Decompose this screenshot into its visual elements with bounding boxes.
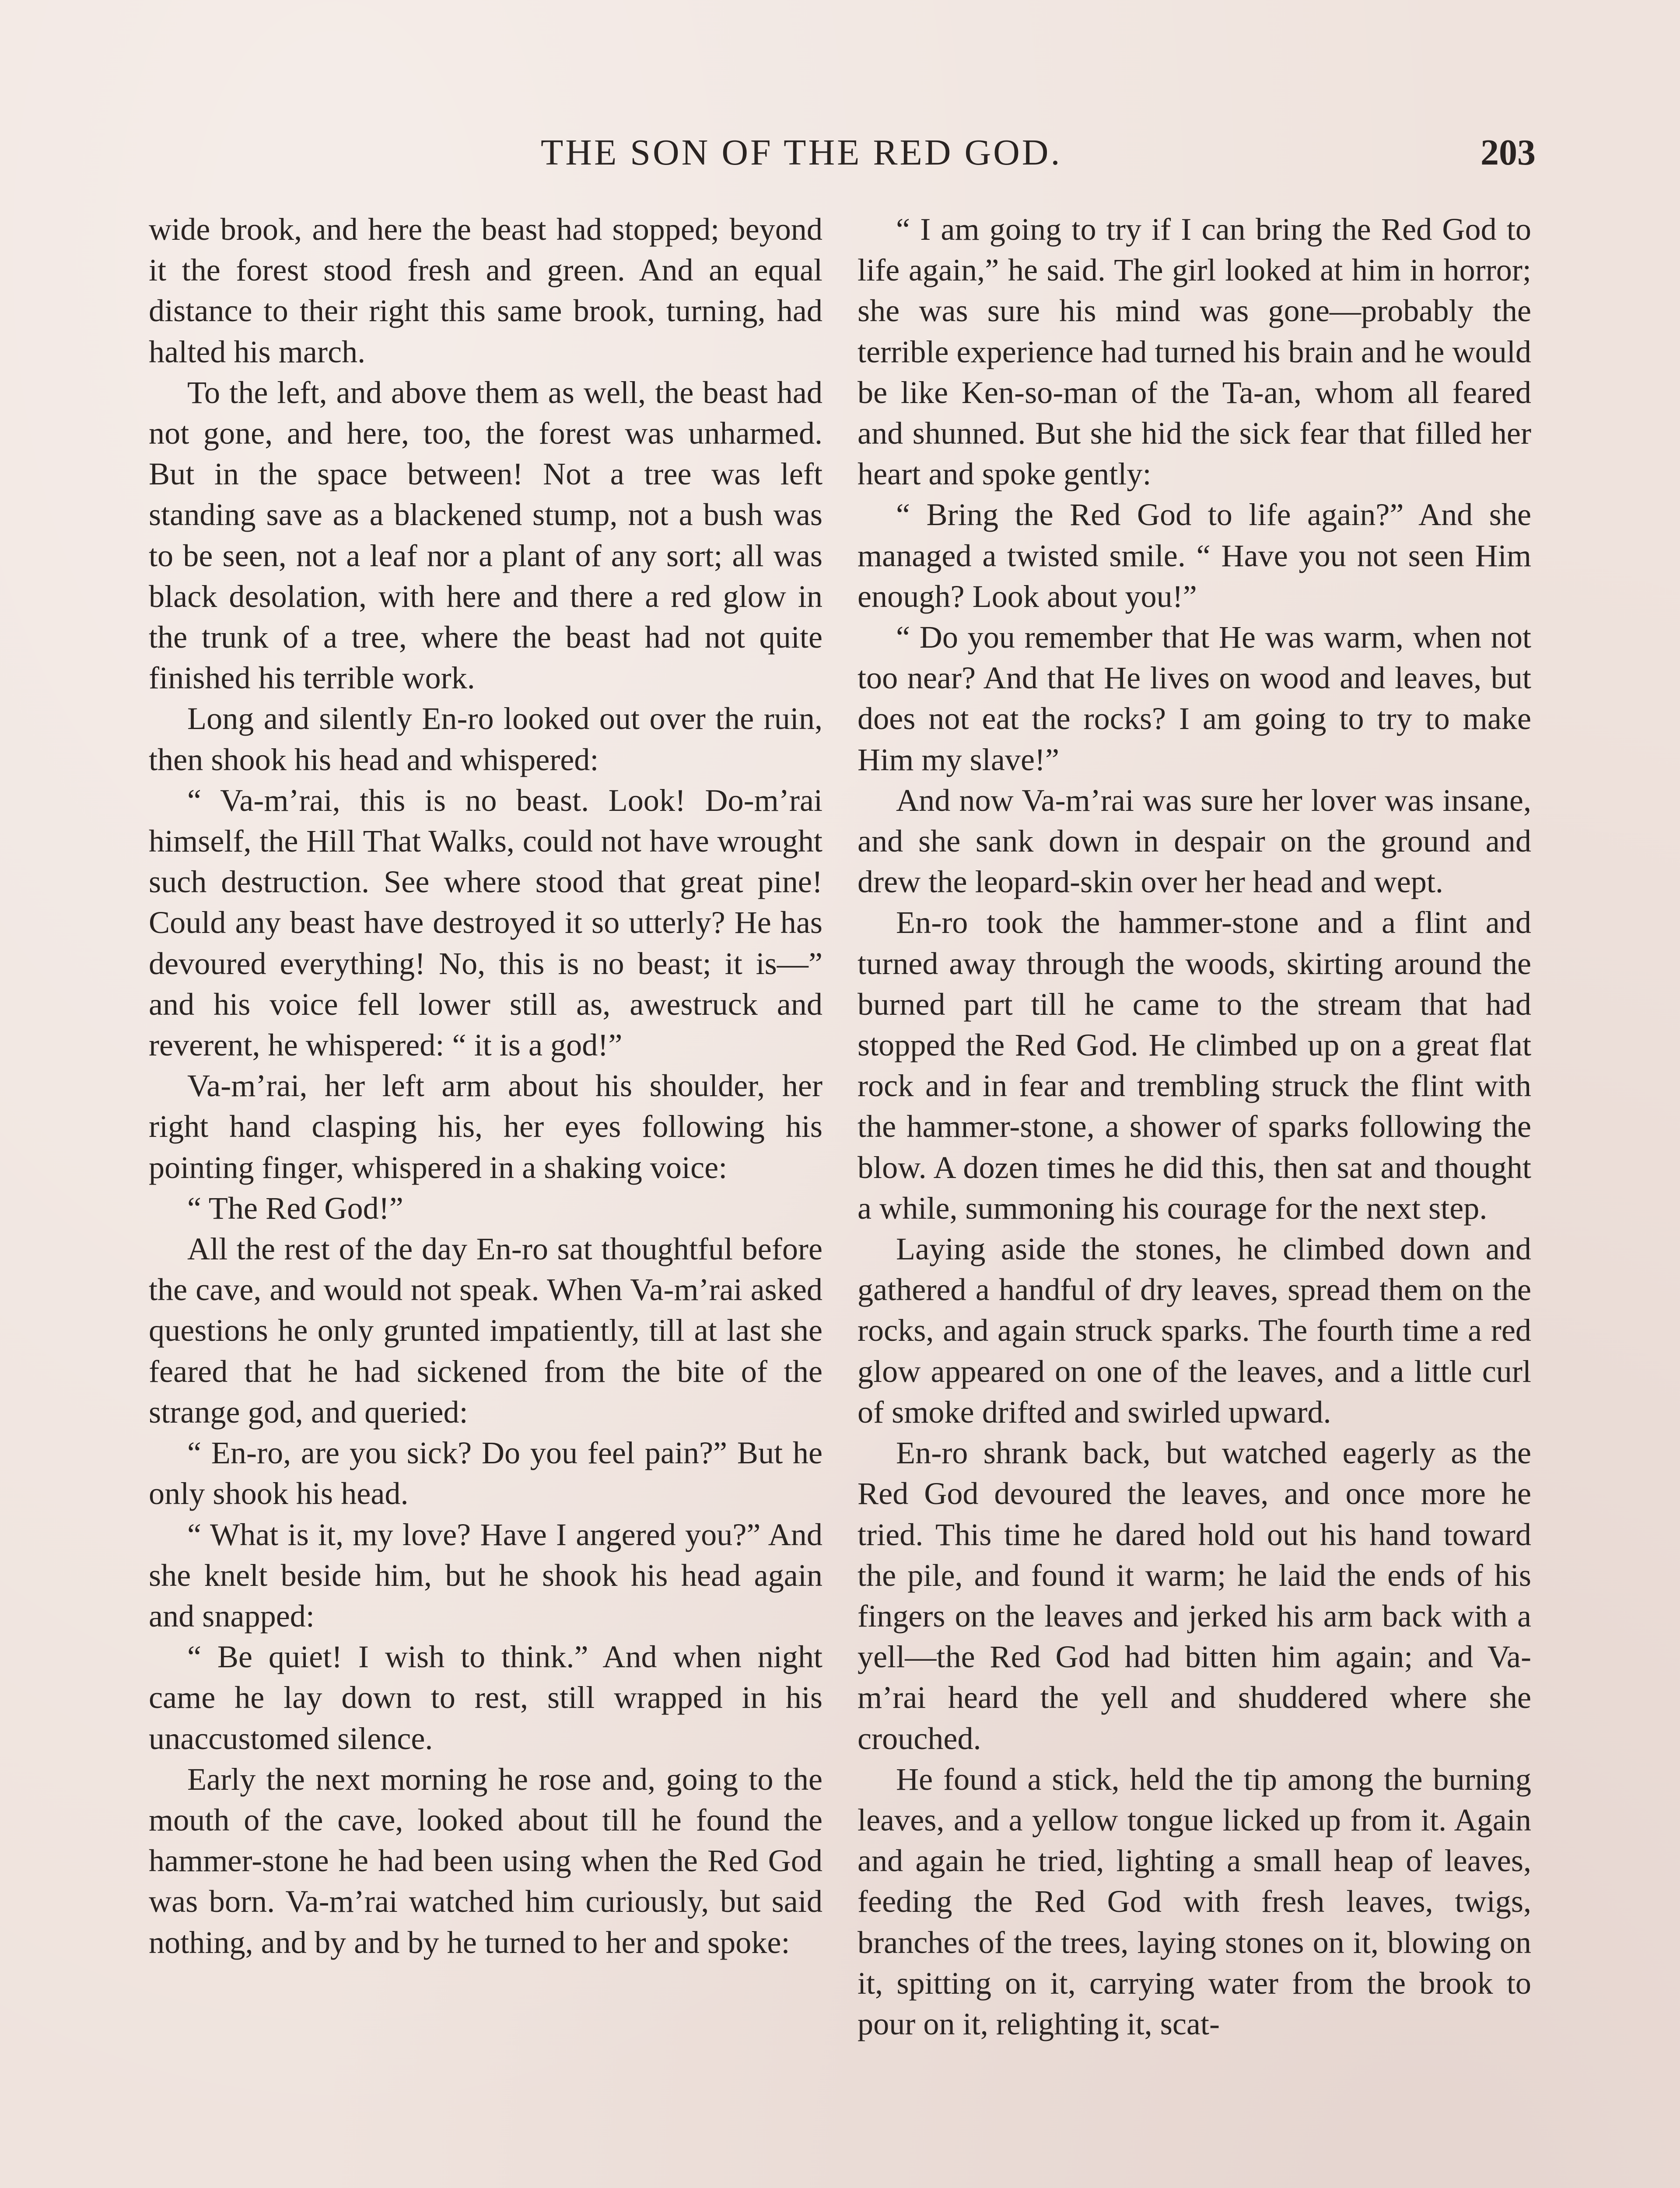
running-title: THE SON OF THE RED GOD.: [541, 132, 1062, 173]
paragraph: Long and silently En-ro looked out over the ruin, then shook his head and whispered:: [149, 701, 822, 777]
paragraph: Laying aside the stones, he climbed down and gathered a handful of dry leaves, spread them on the rocks, and again struck sparks. The fourth time a red glow appeared on one of the leaves, and a little curl of smoke drifted and swirled upward.: [858, 1231, 1531, 1430]
paragraph: “ Be quiet! I wish to think.” And when night came he lay down to rest, still wrapped in his unaccustomed silence.: [149, 1639, 822, 1756]
paragraph: All the rest of the day En-ro sat thoughtful before the cave, and would not speak. When Va-m’rai asked questions he only grunted impatiently, till at last she feared that he had sickened from the bite of the strange god, and queried:: [149, 1231, 822, 1430]
paragraph: Va-m’rai, her left arm about his shoulder, her right hand clasping his, her eyes following his pointing finger, whispered in a shaking voice:: [149, 1068, 822, 1185]
paragraph: “ The Red God!”: [187, 1190, 403, 1226]
paragraph: He found a stick, held the tip among the burning leaves, and a yellow tongue licked up from it. Again and again he tried, lighting a small heap of leaves, feeding the Red God with fresh leaves, twigs, branches of the trees, laying stones on it, blowing on it, spitting on it, carrying water from the brook to pour on it, relighting it, scat-: [858, 1761, 1531, 2041]
paragraph: En-ro shrank back, but watched eagerly as the Red God devoured the leaves, and once more he tried. This time he dared hold out his hand toward the pile, and found it warm; he laid the ends of his fingers on the leaves and jerked his arm back with a yell—the Red God had bitten him again; and Va-m’rai heard the yell and shuddered where she crouched.: [858, 1435, 1531, 1756]
paragraph: “ Va-m’rai, this is no beast. Look! Do-m’rai himself, the Hill That Walks, could not have wrought such destruction. See where stood that great pine! Could any beast have destroyed it so utterly? He has devoured everything! No, this is no beast; it is—” and his voice fell lower still as, awestruck and reverent, he whispered: “ it is a god!”: [149, 782, 822, 1063]
paragraph: Early the next morning he rose and, going to the mouth of the cave, looked about till he found the hammer-stone he had been using when the Red God was born. Va-m’rai watched him curiously, but said nothing, and by and by he turned to her and spoke:: [149, 1761, 822, 1960]
page-number: 203: [1480, 132, 1536, 173]
paragraph: “ Do you remember that He was warm, when not too near? And that He lives on wood and leaves, but does not eat the rocks? I am going to try to make Him my slave!”: [858, 620, 1531, 777]
left-column: [149, 209, 822, 1963]
paragraph: “ I am going to try if I can bring the Red God to life again,” he said. The girl looked at him in horror; she was sure his mind was gone—probably the terrible experience had turned his brain and he would be like Ken-so-man of the Ta-an, whom all feared and shunned. But she hid the sick fear that filled her heart and spoke gently:: [858, 212, 1531, 492]
paragraph: “ Bring the Red God to life again?” And she managed a twisted smile. “ Have you not seen Him enough? Look about you!”: [858, 497, 1531, 614]
paragraph: “ What is it, my love? Have I angered you?” And she knelt beside him, but he shook his head again and snapped:: [149, 1517, 822, 1634]
paragraph: wide brook, and here the beast had stopped; beyond it the forest stood fresh and green. And an equal distance to their right this same brook, turning, had halted his march.: [149, 212, 822, 369]
paragraph: And now Va-m’rai was sure her lover was insane, and she sank down in despair on the ground and drew the leopard-skin over her head and wept.: [858, 782, 1531, 900]
right-column: [858, 209, 1531, 2044]
paragraph: “ En-ro, are you sick? Do you feel pain?” But he only shook his head.: [149, 1435, 822, 1511]
paragraph: To the left, and above them as well, the beast had not gone, and here, too, the forest was unharmed. But in the space between! Not a tree was left standing save as a blackened stump, not a bush was to be seen, not a leaf nor a plant of any sort; all was black desolation, with here and there a red glow in the trunk of a tree, where the beast had not quite finished his terrible work.: [149, 375, 822, 696]
paragraph: En-ro took the hammer-stone and a flint and turned away through the woods, skirting around the burned part till he came to the stream that had stopped the Red God. He climbed up on a great flat rock and in fear and trembling struck the flint with the hammer-stone, a shower of sparks following the blow. A dozen times he did this, then sat and thought a while, summoning his courage for the next step.: [858, 905, 1531, 1226]
